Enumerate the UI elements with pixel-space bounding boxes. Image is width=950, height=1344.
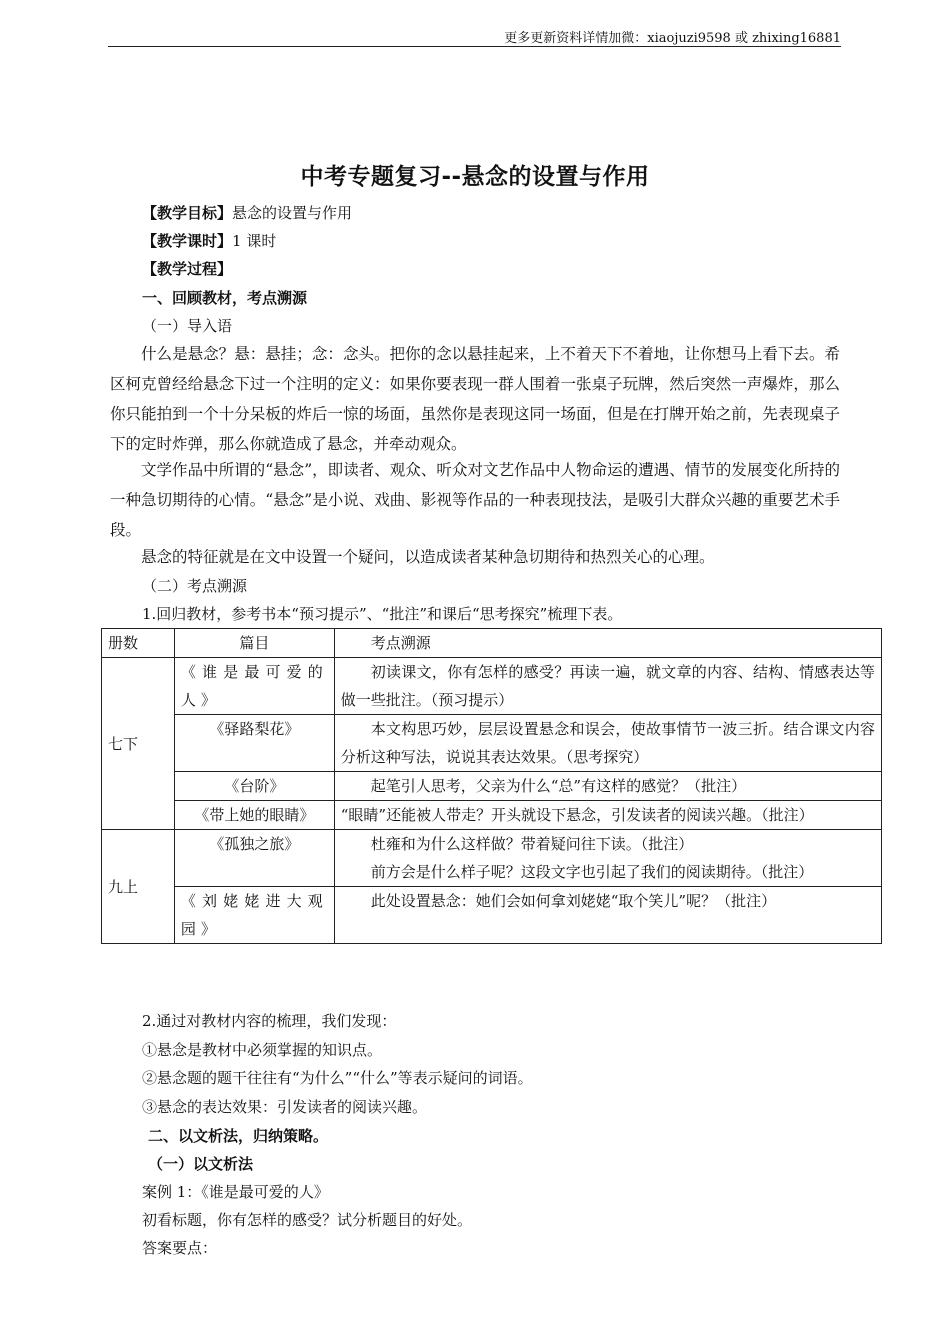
- title-cell: 《台阶》: [174, 772, 334, 801]
- answer-label: 答案要点：: [142, 1239, 218, 1257]
- volume-cell: 七下: [102, 658, 175, 830]
- title-cell: 《刘姥姥进大观园》: [174, 887, 334, 944]
- table-row: [102, 801, 882, 830]
- teaching-hours: [142, 231, 276, 251]
- page-header: [108, 26, 841, 47]
- section1-item1: 1.回归教材，参考书本“预习提示”、“批注”和课后“思考探究”梳理下表。: [142, 605, 623, 623]
- page-title: 中考专题复习--悬念的设置与作用: [300, 164, 650, 190]
- header-text: 更多更新资料详情加微：xiaojuzi9598 或 zhixing16881: [504, 31, 841, 46]
- table-row: [102, 887, 882, 944]
- section2-heading: 二、以文析法，归纳策略。: [148, 1127, 329, 1145]
- case-title: 案例 1：《谁是最可爱的人》: [142, 1183, 329, 1201]
- intro-paragraph-2: 文学作品中所谓的“悬念”，即读者、观众、听众对文艺作品中人物命运的遭遇、情节的发展变化所持的一种急切期待的心情。“悬念”是小说、戏曲、影视等作品的一种表现技法，是吸引大群众兴趣的重要艺术手段。: [110, 461, 840, 539]
- notes-cell: 起笔引人思考，父亲为什么“总”有这样的感觉？（批注）: [334, 772, 881, 801]
- notes-cell: 本文构思巧妙，层层设置悬念和误会，使故事情节一波三折。结合课文内容分析这种写法，说说其表达效果。（思考探究）: [334, 715, 881, 772]
- table-row: [102, 830, 882, 887]
- teaching-goal: [142, 203, 352, 223]
- notes-cell: “眼睛”还能被人带走？开头就设下悬念，引发读者的阅读兴趣。（批注）: [334, 801, 881, 830]
- table-row: [102, 658, 882, 715]
- intro-paragraph-1: 什么是悬念？悬：悬挂；念：念头。把你的念以悬挂起来，上不着天下不着地，让你想马上看下去。希区柯克曾经给悬念下过一个注明的定义：如果你要表现一群人围着一张桌子玩牌，然后突然一声爆炸，那么你只能拍到一个十分呆板的炸后一惊的场面，虽然你是表现这同一场面，但是在打牌开始之前，先表现桌子下的定时炸弹，那么你就造成了悬念，并牵动观众。: [110, 345, 840, 453]
- case-question: 初看标题，你有怎样的感受？试分析题目的好处。: [142, 1211, 473, 1229]
- finding-item: ③悬念的表达效果：引发读者的阅读兴趣。: [142, 1098, 428, 1116]
- finding-item: ②悬念题的题干往往有“为什么”“什么”等表示疑问的词语。: [142, 1069, 533, 1087]
- title-cell: 《驿路梨花》: [174, 715, 334, 772]
- notes-cell: 初读课文，你有怎样的感受？再读一遍，就文章的内容、结构、情感表达等做一些批注。（预习提示）: [334, 658, 881, 715]
- process-label: 【教学过程】: [142, 260, 233, 278]
- title-cell: 《谁是最可爱的人》: [174, 658, 334, 715]
- volume-cell: 九上: [102, 830, 175, 944]
- note-line: 杜雍和为什么这样做？带着疑问往下读。（批注）: [370, 835, 694, 853]
- table-header-cell: 篇目: [174, 629, 334, 658]
- notes-cell: 此处设置悬念：她们会如何拿刘姥姥“取个笑儿”呢？（批注）: [334, 887, 881, 944]
- goal-value: 悬念的设置与作用: [232, 204, 353, 222]
- table-header-cell: 考点溯源: [334, 629, 881, 658]
- notes-cell: [334, 830, 881, 887]
- section1-heading: 一、回顾教材，考点溯源: [142, 289, 308, 307]
- table-row: [102, 772, 882, 801]
- intro-paragraph-3: 悬念的特征就是在文中设置一个疑问，以造成读者某种急切期待和热烈关心的心理。: [141, 548, 715, 566]
- finding-item: ①悬念是教材中必须掌握的知识点。: [142, 1041, 383, 1059]
- hours-label: 【教学课时】: [142, 232, 233, 250]
- title-cell: 《孤独之旅》: [174, 830, 334, 887]
- section2-sub1: （一）以文析法: [148, 1155, 254, 1173]
- textbook-table: [101, 628, 882, 944]
- table-header-row: [102, 629, 882, 658]
- findings-intro: 2.通过对教材内容的梳理，我们发现：: [142, 1012, 397, 1030]
- section1-sub2: （二）考点溯源: [142, 577, 248, 595]
- hours-value: 1 课时: [232, 232, 277, 250]
- table-header-cell: 册数: [102, 629, 175, 658]
- title-cell: 《带上她的眼睛》: [174, 801, 334, 830]
- note-line: 前方会是什么样子呢？这段文字也引起了我们的阅读期待。（批注）: [370, 863, 814, 881]
- section1-sub1: （一）导入语: [142, 317, 233, 335]
- goal-label: 【教学目标】: [142, 204, 233, 222]
- table-row: [102, 715, 882, 772]
